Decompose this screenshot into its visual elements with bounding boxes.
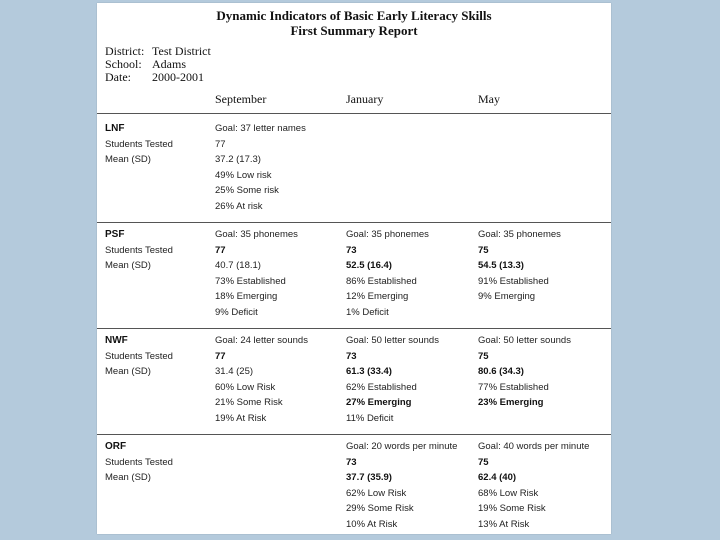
- psf-september-value: 77: [215, 244, 226, 256]
- report-subtitle: First Summary Report: [290, 23, 418, 38]
- psf-september-value: 73% Established: [215, 275, 286, 287]
- orf-january-value: 62% Low Risk: [346, 487, 407, 499]
- students-tested-label: Students Tested: [105, 456, 173, 468]
- nwf-january-value: 62% Established: [346, 381, 417, 393]
- lnf-september-value: 37.2 (17.3): [215, 154, 261, 165]
- psf-january-value: 73: [346, 244, 357, 256]
- section-code-lnf: LNF: [105, 123, 125, 134]
- section-divider: [97, 434, 611, 435]
- date-label: Date:: [105, 70, 131, 84]
- orf-january-value: 73: [346, 456, 357, 468]
- psf-september-value: 18% Emerging: [215, 291, 278, 302]
- psf-september-value: 40.7 (18.1): [215, 260, 261, 271]
- orf-may-value: 13% At Risk: [478, 518, 530, 530]
- section-divider: [97, 113, 611, 114]
- nwf-january-value: 73: [346, 350, 357, 362]
- district-value: Test District: [152, 44, 211, 58]
- nwf-may-value: 23% Emerging: [478, 397, 544, 408]
- psf-may-value: 91% Established: [478, 275, 549, 287]
- nwf-may-value: Goal: 50 letter sounds: [478, 335, 571, 346]
- nwf-january-value: 27% Emerging: [346, 397, 412, 408]
- district-label: District:: [105, 44, 145, 58]
- psf-may-value: 54.5 (13.3): [478, 260, 524, 271]
- mean-sd-label: Mean (SD): [105, 154, 151, 165]
- section-divider: [97, 222, 611, 223]
- column-header-september: September: [215, 92, 267, 106]
- psf-january-value: 1% Deficit: [346, 306, 389, 318]
- lnf-september-value: Goal: 37 letter names: [215, 123, 306, 134]
- psf-may-value: 9% Emerging: [478, 291, 536, 302]
- mean-sd-label: Mean (SD): [105, 472, 151, 483]
- orf-may-value: 19% Some Risk: [478, 503, 546, 514]
- orf-may-value: 62.4 (40): [478, 472, 517, 483]
- mean-sd-label: Mean (SD): [105, 366, 151, 377]
- students-tested-label: Students Tested: [105, 350, 173, 362]
- lnf-september-value: 26% At risk: [215, 200, 263, 212]
- psf-september-value: Goal: 35 phonemes: [215, 229, 298, 240]
- psf-may-value: Goal: 35 phonemes: [478, 229, 561, 240]
- section-code-nwf: NWF: [105, 335, 128, 346]
- orf-january-value: Goal: 20 words per minute: [346, 441, 458, 452]
- nwf-january-value: Goal: 50 letter sounds: [346, 335, 439, 346]
- lnf-september-value: 49% Low risk: [215, 169, 272, 181]
- section-code-psf: PSF: [105, 229, 125, 240]
- psf-may-value: 75: [478, 244, 489, 256]
- orf-january-value: 10% At Risk: [346, 518, 398, 530]
- psf-september-value: 9% Deficit: [215, 306, 258, 318]
- psf-january-value: 12% Emerging: [346, 291, 409, 302]
- nwf-may-value: 77% Established: [478, 381, 549, 393]
- students-tested-label: Students Tested: [105, 138, 173, 150]
- nwf-september-value: 77: [215, 350, 226, 362]
- psf-january-value: 86% Established: [346, 275, 417, 287]
- lnf-september-value: 77: [215, 138, 226, 150]
- section-divider: [97, 328, 611, 329]
- nwf-september-value: 21% Some Risk: [215, 397, 283, 408]
- nwf-september-value: Goal: 24 letter sounds: [215, 335, 308, 346]
- date-line: [105, 70, 204, 85]
- nwf-may-value: 80.6 (34.3): [478, 366, 524, 377]
- orf-may-value: 75: [478, 456, 489, 468]
- section-code-orf: ORF: [105, 441, 127, 452]
- orf-january-value: 29% Some Risk: [346, 503, 414, 514]
- nwf-september-value: 19% At Risk: [215, 412, 267, 424]
- lnf-september-value: 25% Some risk: [215, 185, 279, 196]
- psf-january-value: Goal: 35 phonemes: [346, 229, 429, 240]
- orf-may-value: Goal: 40 words per minute: [478, 441, 590, 452]
- nwf-january-value: 11% Deficit: [346, 412, 394, 424]
- students-tested-label: Students Tested: [105, 244, 173, 256]
- report-title: Dynamic Indicators of Basic Early Literacy Skills: [216, 8, 492, 23]
- mean-sd-label: Mean (SD): [105, 260, 151, 271]
- school-label: School:: [105, 57, 142, 71]
- nwf-september-value: 31.4 (25): [215, 366, 254, 377]
- nwf-may-value: 75: [478, 350, 489, 362]
- nwf-september-value: 60% Low Risk: [215, 381, 276, 393]
- column-header-may: May: [478, 92, 500, 106]
- nwf-january-value: 61.3 (33.4): [346, 366, 392, 377]
- psf-january-value: 52.5 (16.4): [346, 260, 392, 271]
- school-value: Adams: [152, 57, 186, 71]
- date-value: 2000-2001: [152, 70, 204, 84]
- report-document: [97, 3, 611, 534]
- column-header-january: January: [346, 92, 384, 106]
- orf-january-value: 37.7 (35.9): [346, 472, 392, 483]
- orf-may-value: 68% Low Risk: [478, 487, 539, 499]
